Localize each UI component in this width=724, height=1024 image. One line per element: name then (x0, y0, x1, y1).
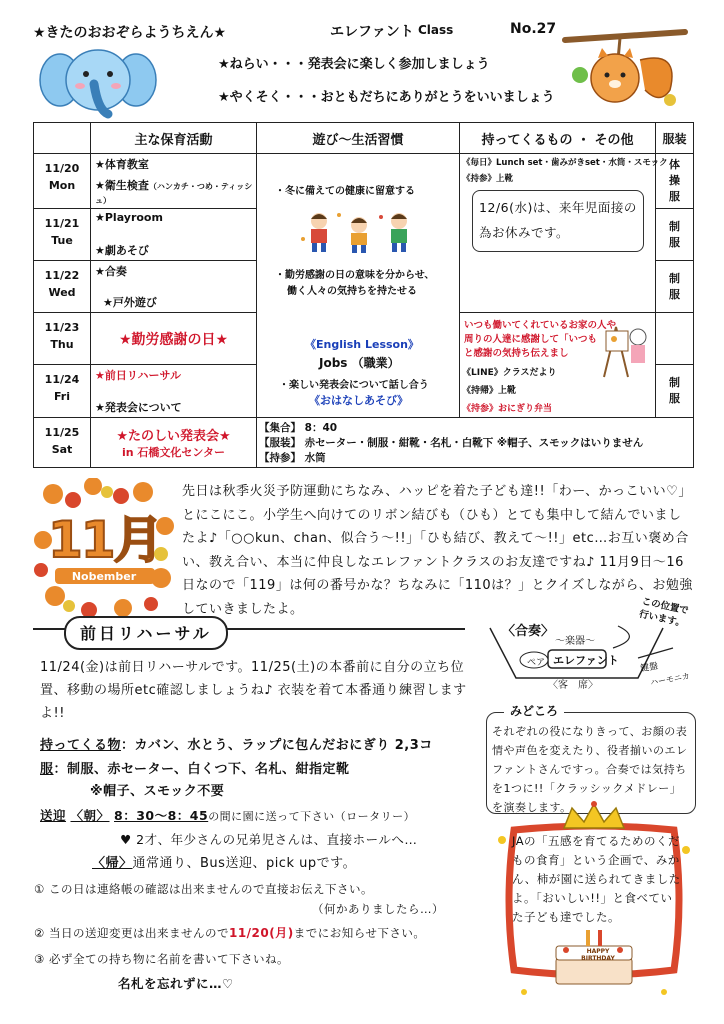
note-1b: （何かありましたら…） (312, 902, 444, 916)
event-cell: ★たのしい発表会★ in 石橋文化センター (91, 418, 257, 468)
stage-kenban: 鍵盤 (639, 661, 660, 675)
activity-cell: ★Playroom ★劇あそび (91, 209, 257, 261)
morning-transport: 送迎 〈朝〉 8：30～8：45の間に園に送って下さい（ロータリー） (40, 808, 416, 823)
aim-text: ★ねらい・・・発表会に楽しく参加しましょう (218, 57, 490, 72)
note-2: ② 当日の送迎変更は出来ませんので11/20(月)までにお知らせ下さい。 (34, 926, 426, 940)
stage-instrument: ～楽器～ (555, 636, 595, 647)
date-cell: 11/21 Tue (34, 209, 91, 261)
return-transport: 〈帰〉通常通り、Bus送迎、pick upです。 (92, 856, 357, 871)
note-1: ① この日は連絡帳の確認は出来ませんので直接お伝え下さい。 (34, 882, 373, 896)
table-row (34, 418, 694, 468)
squirrel-illustration (560, 20, 690, 115)
bring-cell: 《毎日》Lunch set・歯みがきset・水筒・スモック 《持参》上靴 12/6(水)は、来年児面接の為お休みです。 (460, 154, 656, 313)
header-play: 遊び～生活習慣 (257, 123, 460, 154)
uniform-cell: 制服 (656, 261, 694, 313)
class-name: エレファント (330, 24, 414, 40)
rehearsal-title: 前日リハーサル (80, 624, 212, 643)
promise-text: ★やくそく・・・おともだちにありがとうをいいましょう (218, 90, 555, 105)
activity-cell: ★前日リハーサル ★発表会について (91, 365, 257, 418)
november-text: 先日は秋季火災予防運動にちなみ、ハッピを着た子ども達!!「わー、かっこいい♡」とにこにこ。小学生へ向けてのリボン結びも（ひも）とても集中して結んでいましたよ♪「○○kun、chan、似合う～!!」「ひも結び、教えて～!!」etc…お互い褒め合い、教え合い、本当に仲良しなエレファントクラスのお友達ですね♪ 11月9日～16日なので「119」は何の番号かな？ちなみに「110は？」とクイズしながら、お勉強していきましたよ。 (182, 484, 693, 617)
issue-number: No.27 (510, 21, 557, 37)
elephant-illustration (38, 40, 158, 120)
date-cell: 11/22 Wed (34, 261, 91, 313)
dress-items: 服：制服、赤セーター、白くつ下、名札、紺指定靴 (40, 762, 350, 777)
header-uniform: 服装 (656, 123, 694, 154)
event-details-cell: 【集合】 8：40 【服装】 赤セーター・制服・紺靴・名札・白靴下 ※帽子、スモックはいりません 【持参】 水筒 (257, 418, 694, 468)
date-column-header (34, 123, 91, 154)
school-name: ★きたのおおぞらようちえん★ (33, 25, 227, 41)
date-cell: 11/25 Sat (34, 418, 91, 468)
note-3: ③ 必ず全ての持ち物に名前を書いて下さいね。 (34, 952, 289, 966)
uniform-cell (656, 313, 694, 365)
activity-cell: ★勤労感謝の日★ (91, 313, 257, 365)
uniform-cell: 制服 (656, 365, 694, 418)
date-cell: 11/24 Fri (34, 365, 91, 418)
uniform-cell: 体操服 (656, 154, 694, 209)
activity-cell: ★体育教室 ★衛生検査（ハンカチ・つめ・ティッシュ） (91, 154, 257, 209)
table-row (34, 154, 694, 209)
food-text: JAの「五感を育てるためのくだもの食育」という企画で、みかん、柿が園に送られてきましたよ。「おいしい!!」と食べていた子ども達でした。 (512, 834, 681, 924)
november-english: Nobember (71, 570, 137, 583)
november-title: 11月 (48, 511, 162, 569)
cake-label: HAPPY BIRTHDAY (581, 948, 615, 962)
header-activities: 主な保育活動 (91, 123, 257, 154)
painter-illustration (598, 319, 650, 379)
date-cell: 11/20 Mon (34, 154, 91, 209)
stage-title: 〈合奏〉 (502, 624, 555, 639)
date-cell: 11/23 Thu (34, 313, 91, 365)
class-word: Class (418, 23, 454, 37)
midokoro-text: それぞれの役になりきって、お顔の表情や声色を変えたり、役者揃いのエレファントさんですっ。合奏では気持ちを1つに!!「クラッシックメドレー」を演奏します。 (492, 725, 688, 814)
interview-note: 12/6(水)は、来年児面接の為お休みです。 (472, 190, 644, 252)
note-3b: 名札を忘れずに…♡ (118, 976, 234, 991)
play-cell: ・冬に備えての健康に留意する ・勤労感謝の日の意味を分からせ、 働く人々の気持ちを持たせる 《English Lesson》 Jobs （職業） ・楽しい発表会について話し合う 《おはなしあそび》 (257, 154, 460, 418)
uniform-cell: 制服 (656, 209, 694, 261)
bring-items: 持ってくる物：カバン、水とう、ラップに包んだおにぎり 2,3コ (40, 738, 433, 753)
midokoro-title: みどころ (504, 702, 564, 719)
dress-note: ※帽子、スモック不要 (90, 784, 225, 799)
stage-position-note: この位置で行います。 (638, 596, 690, 630)
stage-pair: ペア (527, 658, 546, 668)
rehearsal-intro: 11/24(金)は前日リハーサルです。11/25(土)の本番前に自分の立ち位置、移動の場所etc確認しましょうね♪ 衣装を着て本番通り練習しますよ!! (40, 660, 467, 721)
schedule-table (33, 122, 694, 468)
stage-harmonica: ハーモニカ (649, 671, 691, 688)
activity-cell: ★合奏 ★戸外遊び (91, 261, 257, 313)
children-illustration (297, 209, 422, 254)
bring-cell-2: いつも働いてくれているお家の人や 周りの人達に感謝して「いつも と感謝の気持ち伝えまし 《LINE》クラスだより 《持帰》上靴 《持参》おにぎり弁当 (460, 313, 656, 418)
header-bring: 持ってくるもの ・ その他 (460, 123, 656, 154)
stage-audience: 〈客 席〉 (548, 680, 598, 691)
younger-sibling-note: ♥ 2才、年少さんの兄弟児さんは、直接ホールへ… (120, 832, 418, 847)
stage-elephant: エレファント (553, 654, 619, 667)
